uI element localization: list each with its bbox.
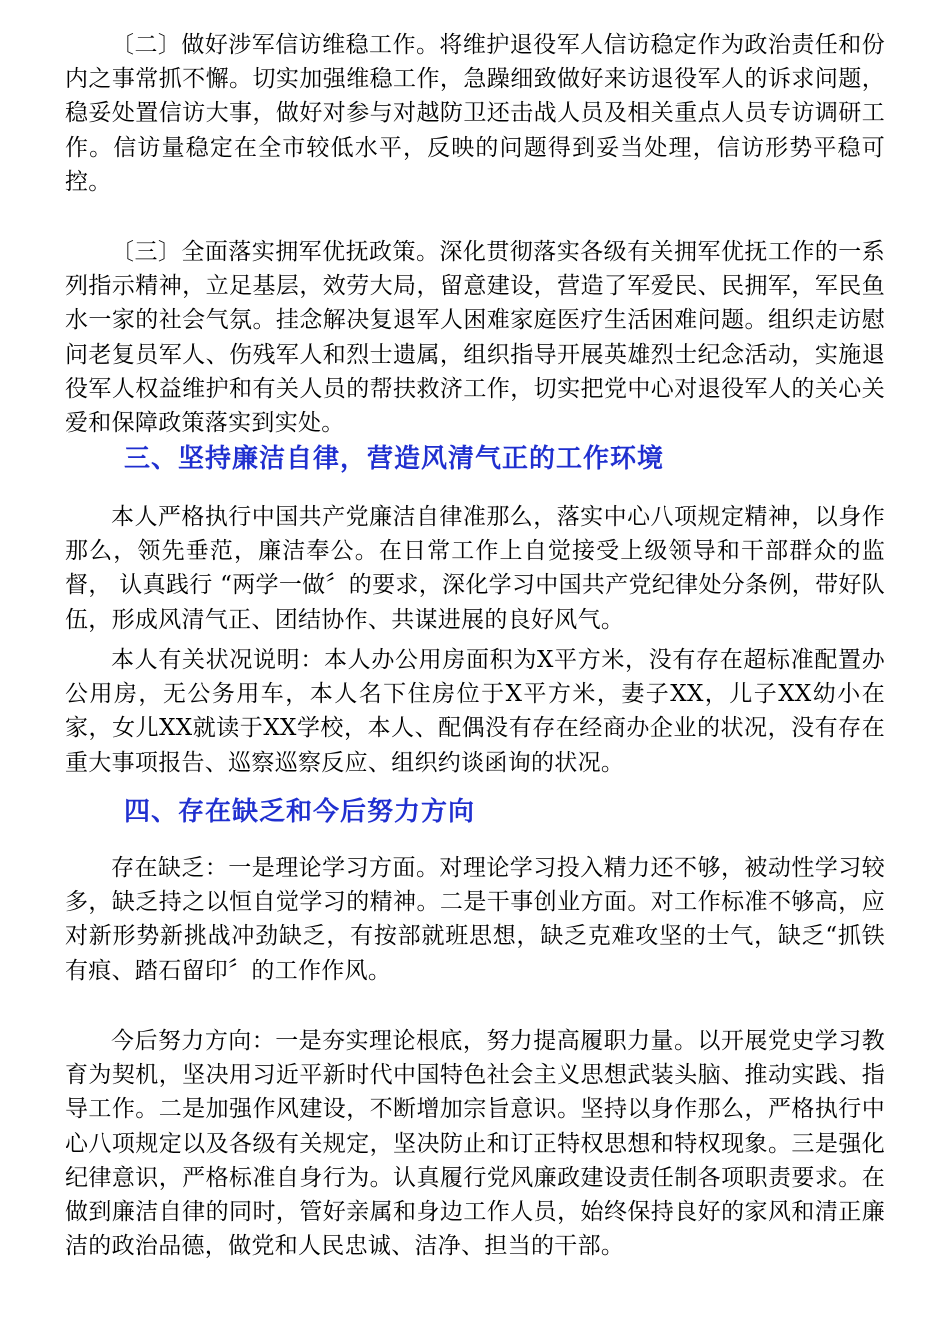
paragraph-military-petition: 〔二〕做好涉军信访维稳工作。将维护退役军人信访稳定作为政治责任和份内之事常抓不懈。切实加强维稳工作，急躁细致做好来访退役军人的诉求问题，稳妥处置信访大事，做好对参与对越防卫还击战人员及相关重点人员专访调研工作。信访量稳定在全市较低水平，反映的问题得到妥当处理，信访形势平稳可控。	[65, 32, 885, 195]
paragraph-personal-situation: 本人有关状况说明：本人办公用房面积为X平方米，没有存在超标准配置办公用房，无公务用车，本人名下住房位于X平方米，妻子XX，儿子XX幼小在家，女儿XX就读于XX学校，本人、配偶没有存在经商办企业的状况，没有存在重大事项报告、巡察巡察反应、组织约谈函询的状况。	[65, 647, 885, 776]
section-heading-integrity: 三、坚持廉洁自律，营造风清气正的工作环境	[124, 444, 665, 474]
paragraph-self-discipline: 本人严格执行中国共产党廉洁自律准那么，落实中心八项规定精神，以身作那么，领先垂范，廉洁奉公。在日常工作上自觉接受上级领导和干部群众的监督， 认真践行 “两学一做〞的要求，深化学习中国共产党纪律处分条例，带好队伍，形成风清气正、团结协作、共谋进展的良好风气。	[65, 504, 885, 633]
section-heading-shortcomings: 四、存在缺乏和今后努力方向	[124, 797, 476, 827]
paragraph-future-direction: 今后努力方向：一是夯实理论根底，努力提高履职力量。以开展党史学习教育为契机，坚决用习近平新时代中国特色社会主义思想武装头脑、推动实践、指导工作。二是加强作风建设，不断增加宗旨意识。坚持以身作那么，严格执行中心八项规定以及各级有关规定，坚决防止和订正特权思想和特权现象。三是强化纪律意识，严格标准自身行为。认真履行党风廉政建设责任制各项职责要求。在做到廉洁自律的同时，管好亲属和身边工作人员，始终保持良好的家风和清正廉洁的政治品德，做党和人民忠诚、洁净、担当的干部。	[65, 1028, 885, 1260]
paragraph-support-army-policy: 〔三〕全面落实拥军优抚政策。深化贯彻落实各级有关拥军优抚工作的一系列指示精神，立足基层，效劳大局，留意建设，营造了军爱民、民拥军，军民鱼水一家的社会气氛。挂念解决复退军人困难家庭医疗生活困难问题。组织走访慰问老复员军人、伤残军人和烈士遗属，组织指导开展英雄烈士纪念活动，实施退役军人权益维护和有关人员的帮扶救济工作，切实把党中心对退役军人的关心关爱和保障政策落实到实处。	[65, 239, 885, 437]
paragraph-shortcomings: 存在缺乏：一是理论学习方面。对理论学习投入精力还不够，被动性学习较多，缺乏持之以恒自觉学习的精神。二是干事创业方面。对工作标准不够高，应对新形势新挑战冲劲缺乏，有按部就班思想，缺乏克难攻坚的士气，缺乏“抓铁有痕、踏石留印〞的工作作风。	[65, 855, 885, 984]
